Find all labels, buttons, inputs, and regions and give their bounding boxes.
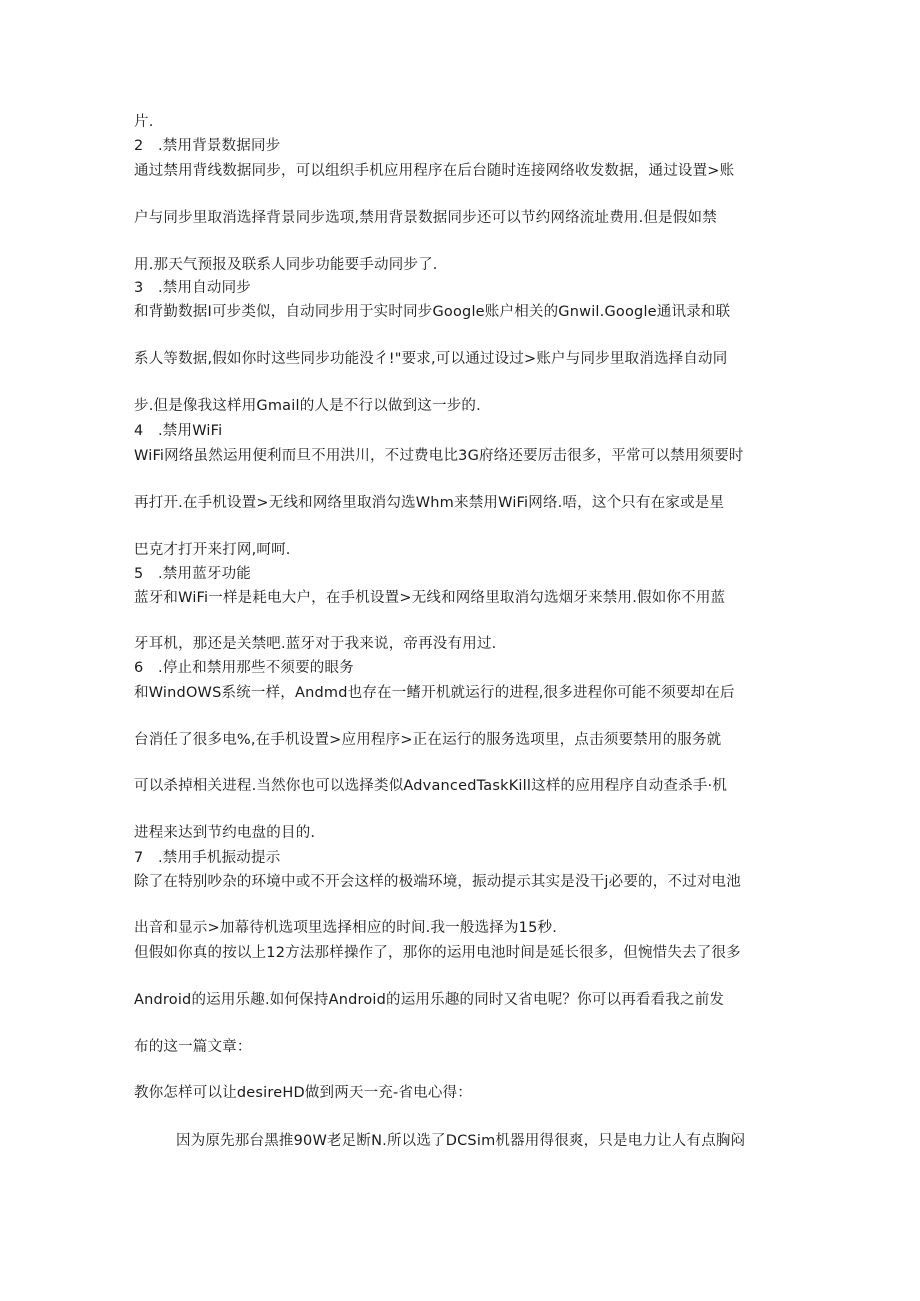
section-heading-2 [134,136,280,156]
paragraph-line: 户与同步里取消选择背景同步选项,禁用背景数据同步还可以节约网络流址费用.但是假如禁 [134,210,717,226]
paragraph-line-indented: 因为原先那台黑推90W老足断N.所以选了DCSim机器用得很爽，只是电力让人有点胸闷 [176,1133,746,1149]
section-heading-7 [134,848,280,868]
section-title: .禁用背景数据同步 [158,138,281,154]
paragraph-line: 通过禁用背线数据同步，可以组织手机应用程序在后台随时连接网络收发数据，通过设置>账 [134,163,735,179]
section-title: .禁用手机振动提示 [158,850,281,866]
section-heading-3 [134,278,251,298]
section-title: .禁用自动同步 [158,280,252,296]
paragraph-line: 用.那天气预报及联系人同步功能要手动同步了. [134,257,438,273]
section-title: .禁用蓝牙功能 [158,566,252,582]
paragraph-line: 和WindOWS系统一样，Andmd也存在一鳍开机就运行的进程,很多进程你可能不须要却在后 [134,685,735,701]
section-number: 7 [134,850,144,866]
paragraph-line: 可以杀掉相关进程.当然你也可以选择类似AdvancedTaskKill这样的应用程序自动查杀手·机 [134,778,728,794]
section-title: .停止和禁用那些不须要的眼务 [158,660,354,676]
section-heading-6 [134,658,354,678]
paragraph-line: 步.但是像我这样用Gmail的人是不行以做到这一步的. [134,398,481,414]
paragraph-line: 片. [134,114,154,130]
paragraph-line: 布的这一篇文章： [134,1039,252,1055]
paragraph-line: Android的运用乐趣.如何保持Android的运用乐趣的同时又省电呢？你可以再看看我之前发 [134,992,725,1008]
section-heading-4 [134,421,222,441]
section-title: .禁用WiFi [158,423,223,439]
paragraph-line: 牙耳机，那还是关禁吧.蓝牙对于我来说，帝再没有用过. [134,636,497,652]
section-number: 6 [134,660,144,676]
paragraph-line: 巴克才打开来打网,呵呵. [134,542,291,558]
section-number: 2 [134,138,144,154]
paragraph-line: 进程来达到节约电盘的目的. [134,825,316,841]
paragraph-line: 除了在特别吵杂的环境中或不开会这样的极端环境，振动提示其实是没干j必要的，不过对电池 [134,874,741,890]
paragraph-line: 台消任了很多电%,在手机设置>应用程序>正在运行的服务选项里，点击须要禁用的服务就 [134,732,722,748]
section-number: 3 [134,280,144,296]
paragraph-line: 和背勤数据I可步类似，自动同步用于实时同步Google账户相关的Gnwil.Google通讯录和联 [134,304,731,320]
paragraph-line: 但假如你真的按以上12方法那样操作了，那你的运用电池时间是延长很多，但惋惜失去了很多 [134,945,741,961]
paragraph-line: 再打开.在手机设置>无线和网络里取消勾选Whm来禁用WiFi网络.唔，这个只有在家或是星 [134,495,725,511]
paragraph-line: 出音和显示>加幕待机选项里选择相应的时间.我一般选择为15秒. [134,920,558,936]
section-number: 5 [134,566,144,582]
section-heading-5 [134,564,251,584]
paragraph-line: 蓝牙和WiFi一样是耗电大户，在手机设置>无线和网络里取消勾选烟牙来禁用.假如你不用蓝 [134,590,726,606]
paragraph-line: WiFi网络虽然运用便利而旦不用洪川，不过费电比3G府络还要厉击很多，平常可以禁用须要时 [134,448,744,464]
paragraph-line: 教你怎样可以让desireHD做到两天一充-省电心得： [134,1085,472,1101]
section-number: 4 [134,423,144,439]
paragraph-line: 系人等数据,假如你时这些同步功能没彳!"要求,可以通过设过>账户与同步里取消选择自动同 [134,351,728,367]
